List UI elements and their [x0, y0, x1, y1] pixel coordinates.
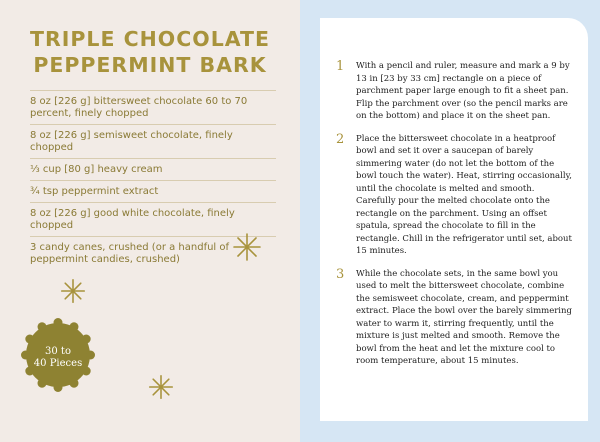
ingredient-item: ⅓ cup [80 g] heavy cream: [30, 158, 276, 180]
instruction-step: [336, 268, 576, 368]
ingredient-item: ¾ tsp peppermint extract: [30, 180, 276, 202]
sparkle-icon: [60, 278, 86, 304]
step-text: Place the bittersweet chocolate in a heatproof bowl and set it over a saucepan of barely simmering water (do not let the bottom of the bowl touch the water). Heat, stirring occasionally, until the chocolate is melted and smooth. Carefully pour the melted chocolate onto the rectangle on the parchment. Using an offset spatula, spread the chocolate to fill in the rectangle. Chill in the refrigerator until set, about 15 minutes.: [356, 133, 572, 256]
step-number: 2: [336, 131, 345, 147]
yield-line-1: 30 to: [45, 346, 71, 357]
step-number: 3: [336, 266, 345, 282]
yield-badge: [21, 346, 95, 370]
sparkle-icon: [148, 374, 174, 400]
step-text: While the chocolate sets, in the same bowl you used to melt the bittersweet chocolate, combine the semisweet chocolate, cream, and peppermint extract. Place the bowl over the barely simmering water to warm it, stirring frequently, until the mixture is just melted and smooth. Remove the bowl from the heat and let the mixture cool to room temperature, about 15 minutes.: [356, 268, 572, 366]
ingredient-item: 8 oz [226 g] semisweet chocolate, finely chopped: [30, 124, 276, 158]
recipe-title-line-1: TRIPLE CHOCOLATE: [29, 27, 271, 51]
instruction-step: [336, 60, 576, 123]
ingredient-item: 8 oz [226 g] bittersweet chocolate 60 to 70 percent, finely chopped: [30, 90, 276, 124]
ingredient-item: 8 oz [226 g] good white chocolate, finely chopped: [30, 202, 276, 236]
yield-line-2: 40 Pieces: [33, 358, 83, 369]
sparkle-icon: [232, 232, 262, 262]
ingredient-item: 3 candy canes, crushed (or a handful of peppermint candies, crushed): [30, 236, 276, 270]
instruction-step: [336, 133, 576, 258]
recipe-title-line-2: PEPPERMINT BARK: [33, 53, 267, 77]
step-number: 1: [336, 59, 345, 74]
step-text: With a pencil and ruler, measure and mark a 9 by 13 in [23 by 33 cm] rectangle on a piece of parchment paper large enough to fit a sheet pan. Flip the parchment over (so the pencil marks are on the bottom) and place it on the sheet pan.: [356, 61, 570, 121]
instructions-list: [336, 60, 576, 378]
recipe-title: [0, 26, 300, 78]
